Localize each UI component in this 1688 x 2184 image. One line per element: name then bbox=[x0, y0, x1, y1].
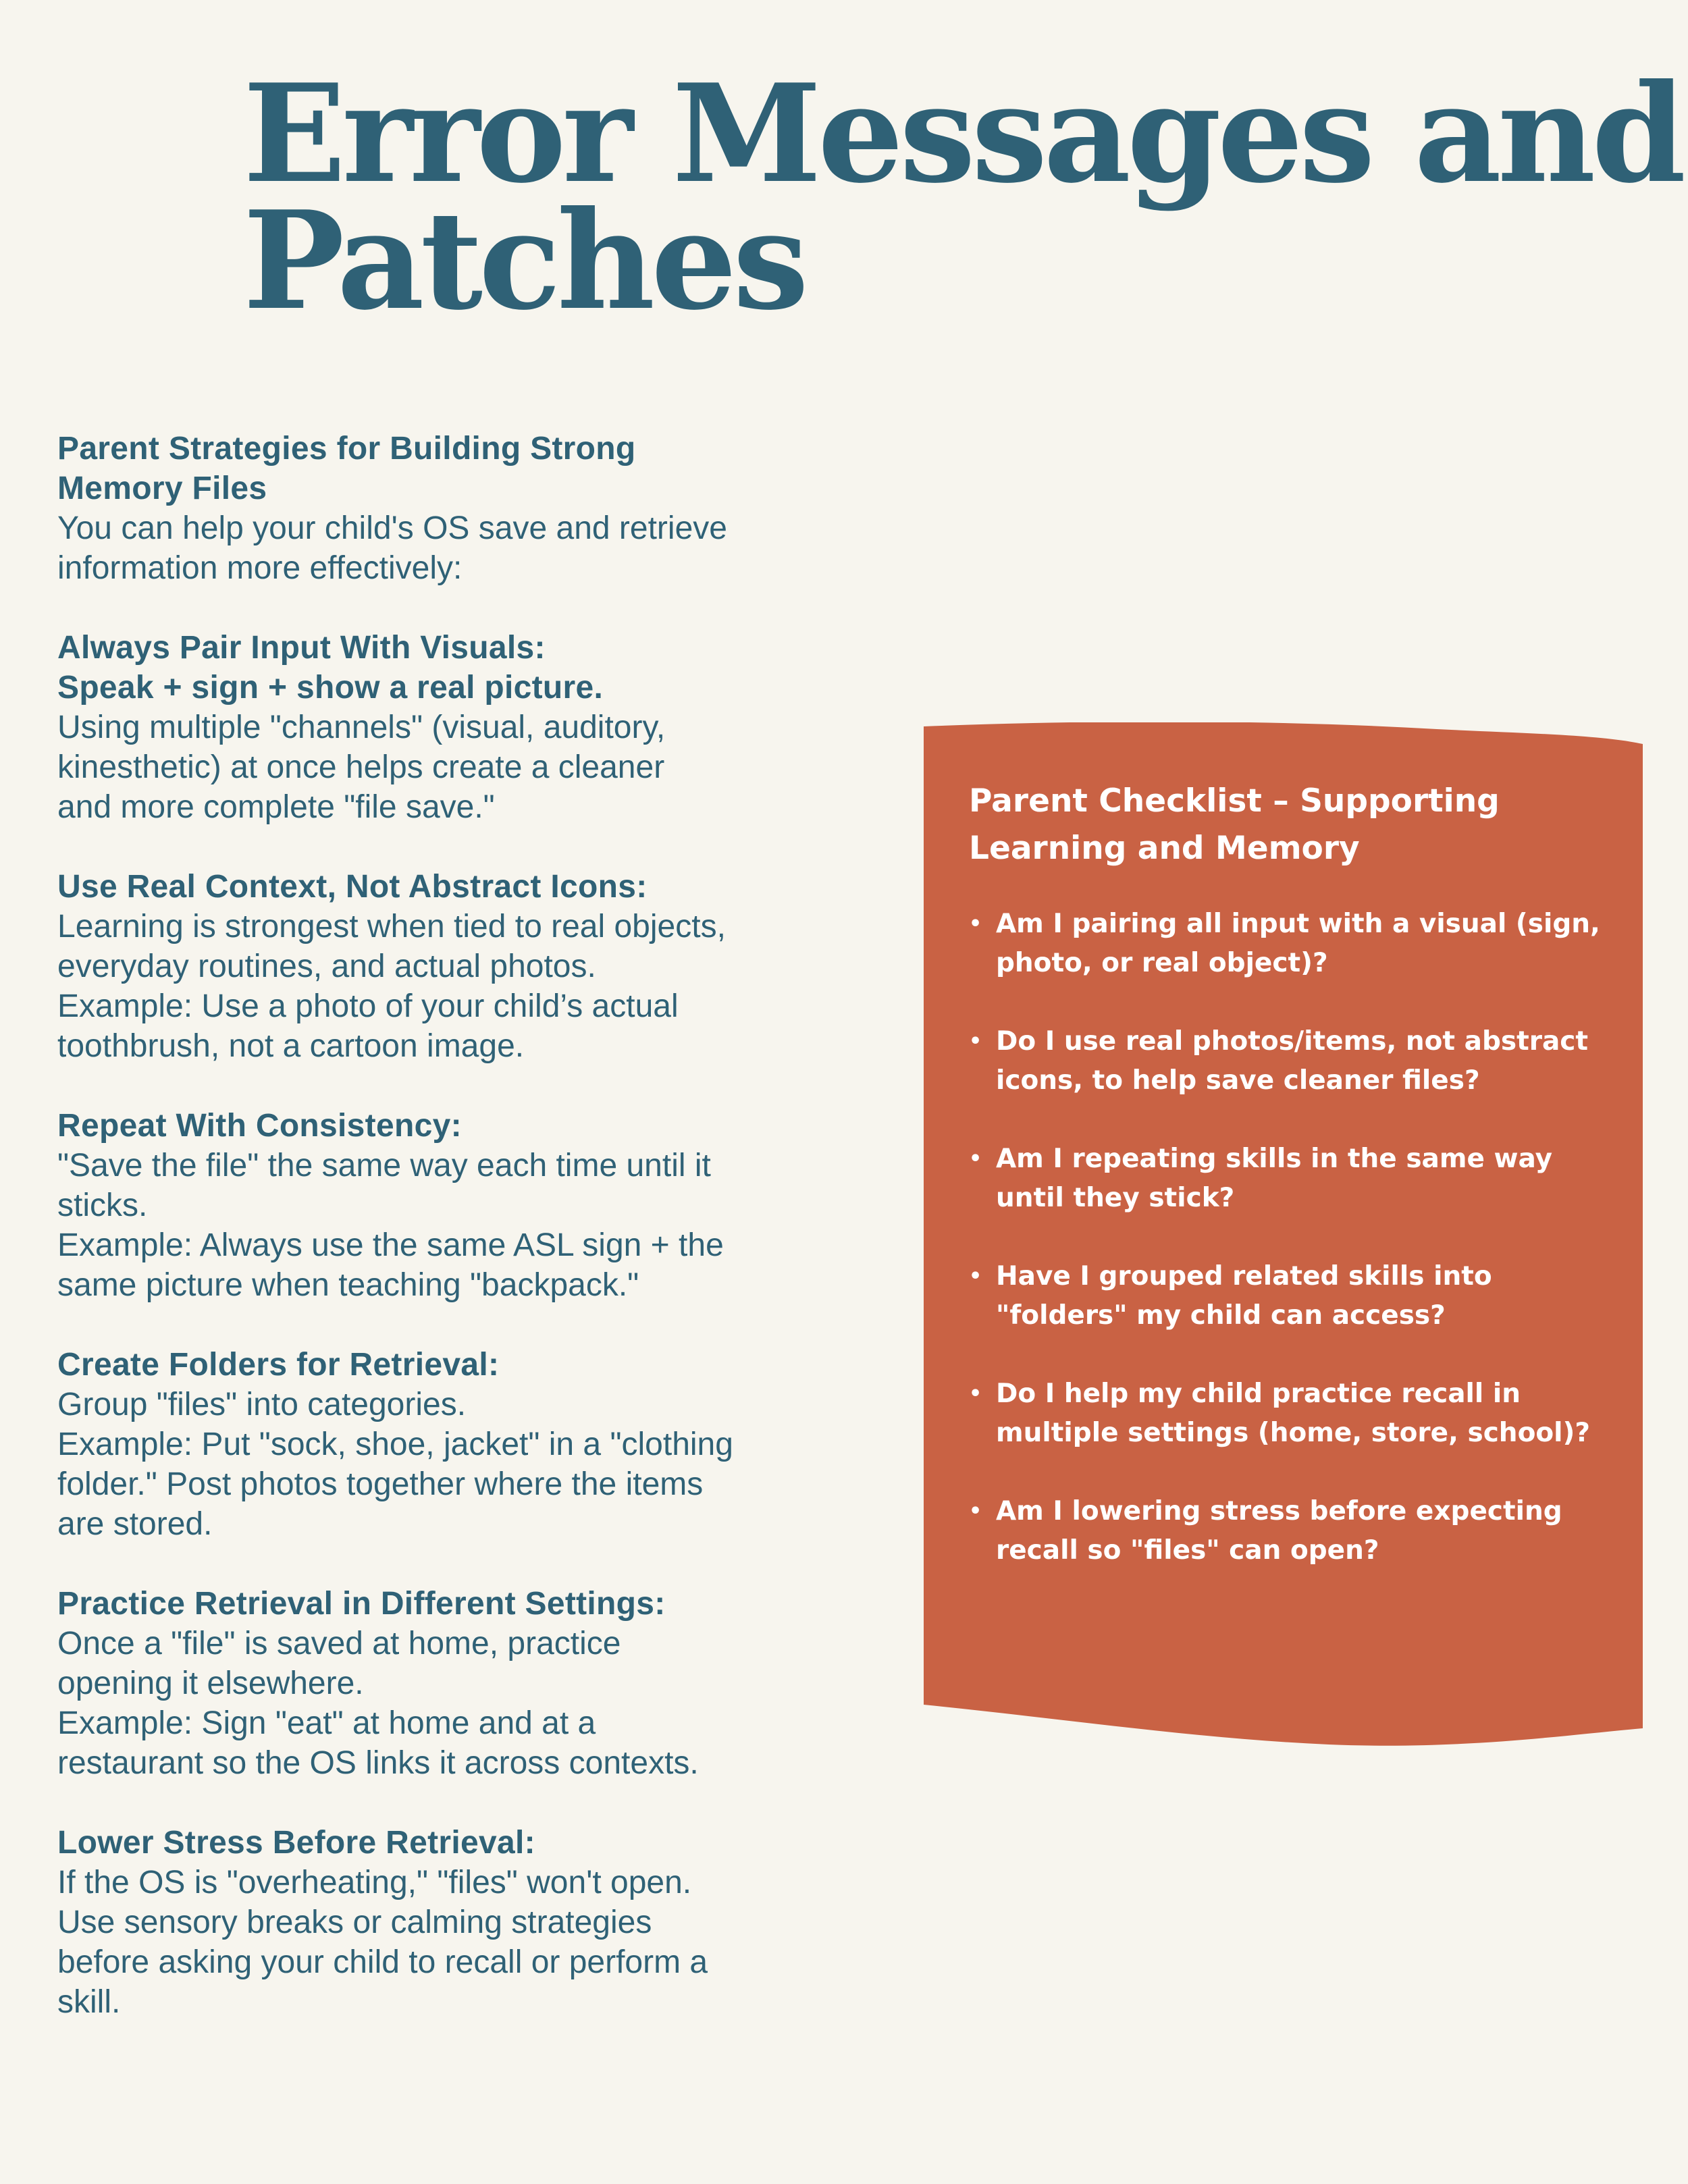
strategy-heading: Create Folders for Retrieval: bbox=[57, 1347, 500, 1383]
strategy-heading: Speak + sign + show a real picture. bbox=[57, 670, 604, 705]
bullet-icon: • bbox=[969, 1147, 982, 1171]
strategy-text: Example: Always use the same ASL sign + the bbox=[57, 1227, 724, 1263]
strategies-heading-line-2: Memory Files bbox=[57, 471, 267, 506]
bullet-icon: • bbox=[969, 912, 982, 936]
strategy-text: Example: Put "sock, shoe, jacket" in a "clothing bbox=[57, 1427, 733, 1462]
strategy-section bbox=[57, 1106, 868, 1305]
strategy-text: toothbrush, not a cartoon image. bbox=[57, 1028, 525, 1064]
checklist-item-text: photo, or real object)? bbox=[996, 948, 1328, 978]
strategy-text: "Save the file" the same way each time until it bbox=[57, 1148, 711, 1183]
checklist-item bbox=[969, 1492, 1617, 1570]
checklist-content bbox=[969, 778, 1617, 1609]
checklist-item-text: "folders" my child can access? bbox=[996, 1300, 1446, 1331]
strategies-column bbox=[57, 429, 868, 2022]
strategy-text: and more complete "file save." bbox=[57, 789, 495, 825]
checklist-item-text: Am I pairing all input with a visual (sign, bbox=[996, 909, 1600, 939]
page-title bbox=[243, 55, 1683, 340]
strategy-text: Using multiple "channels" (visual, auditory, bbox=[57, 710, 666, 745]
checklist-item-text: until they stick? bbox=[996, 1183, 1235, 1213]
strategy-text: sticks. bbox=[57, 1188, 148, 1223]
strategies-intro-line-2: information more effectively: bbox=[57, 550, 463, 586]
strategy-text: before asking your child to recall or perform a bbox=[57, 1944, 708, 1980]
strategy-section bbox=[57, 1584, 868, 1783]
checklist-item-text: Am I lowering stress before expecting bbox=[996, 1496, 1562, 1526]
strategy-text: Use sensory breaks or calming strategies bbox=[57, 1905, 652, 1940]
bullet-icon: • bbox=[969, 1030, 982, 1053]
strategy-text: skill. bbox=[57, 1984, 121, 2020]
strategy-heading: Repeat With Consistency: bbox=[57, 1108, 462, 1144]
strategy-section bbox=[57, 628, 868, 827]
bullet-icon: • bbox=[969, 1499, 982, 1523]
strategy-heading: Always Pair Input With Visuals: bbox=[57, 630, 546, 666]
checklist-title-line-1: Parent Checklist – Supporting bbox=[969, 782, 1500, 820]
strategy-text: everyday routines, and actual photos. bbox=[57, 949, 596, 984]
checklist-item bbox=[969, 905, 1617, 983]
strategy-text: Example: Use a photo of your child’s actual bbox=[57, 988, 679, 1024]
strategy-section bbox=[57, 1345, 868, 1544]
strategy-text: folder." Post photos together where the items bbox=[57, 1466, 704, 1502]
title-line-2: Patches bbox=[243, 182, 806, 340]
checklist-box bbox=[924, 722, 1643, 1749]
checklist-item-text: Do I help my child practice recall in bbox=[996, 1379, 1521, 1409]
strategy-heading: Practice Retrieval in Different Settings: bbox=[57, 1586, 666, 1622]
strategy-text: Group "files" into categories. bbox=[57, 1387, 467, 1422]
checklist-item-text: recall so "files" can open? bbox=[996, 1535, 1379, 1566]
strategy-text: restaurant so the OS links it across contexts. bbox=[57, 1745, 699, 1781]
checklist-item-text: multiple settings (home, store, school)? bbox=[996, 1418, 1590, 1448]
strategy-section bbox=[57, 867, 868, 1066]
strategy-text: kinesthetic) at once helps create a cleaner bbox=[57, 749, 665, 785]
checklist-items bbox=[969, 905, 1617, 1570]
strategy-text: Once a "file" is saved at home, practice bbox=[57, 1626, 621, 1661]
bullet-icon: • bbox=[969, 1382, 982, 1406]
bullet-icon: • bbox=[969, 1264, 982, 1288]
strategies-heading bbox=[57, 429, 868, 508]
strategy-section bbox=[57, 1823, 868, 2022]
strategies-heading-line-1: Parent Strategies for Building Strong bbox=[57, 431, 636, 467]
strategy-text: Learning is strongest when tied to real objects, bbox=[57, 909, 726, 944]
strategy-text: Example: Sign "eat" at home and at a bbox=[57, 1705, 596, 1741]
checklist-item bbox=[969, 1257, 1617, 1335]
strategy-heading: Use Real Context, Not Abstract Icons: bbox=[57, 869, 648, 905]
checklist-title bbox=[969, 778, 1617, 872]
strategy-text: are stored. bbox=[57, 1506, 213, 1542]
checklist-item bbox=[969, 1140, 1617, 1218]
strategy-heading: Lower Stress Before Retrieval: bbox=[57, 1825, 535, 1861]
checklist-item bbox=[969, 1022, 1617, 1100]
checklist-title-line-2: Learning and Memory bbox=[969, 830, 1360, 867]
strategy-text: same picture when teaching "backpack." bbox=[57, 1267, 639, 1303]
strategy-text: opening it elsewhere. bbox=[57, 1666, 364, 1701]
title-line-1: Error Messages and bbox=[243, 55, 1683, 213]
checklist-item-text: icons, to help save cleaner files? bbox=[996, 1065, 1480, 1096]
checklist-item-text: Do I use real photos/items, not abstract bbox=[996, 1026, 1589, 1057]
checklist-item-text: Am I repeating skills in the same way bbox=[996, 1144, 1553, 1174]
strategy-sections bbox=[57, 628, 868, 2022]
strategy-text: If the OS is "overheating," "files" won't open. bbox=[57, 1865, 692, 1900]
strategies-intro bbox=[57, 508, 868, 588]
strategies-intro-line-1: You can help your child's OS save and retrieve bbox=[57, 510, 727, 546]
checklist-item bbox=[969, 1375, 1617, 1453]
checklist-item-text: Have I grouped related skills into bbox=[996, 1261, 1492, 1291]
